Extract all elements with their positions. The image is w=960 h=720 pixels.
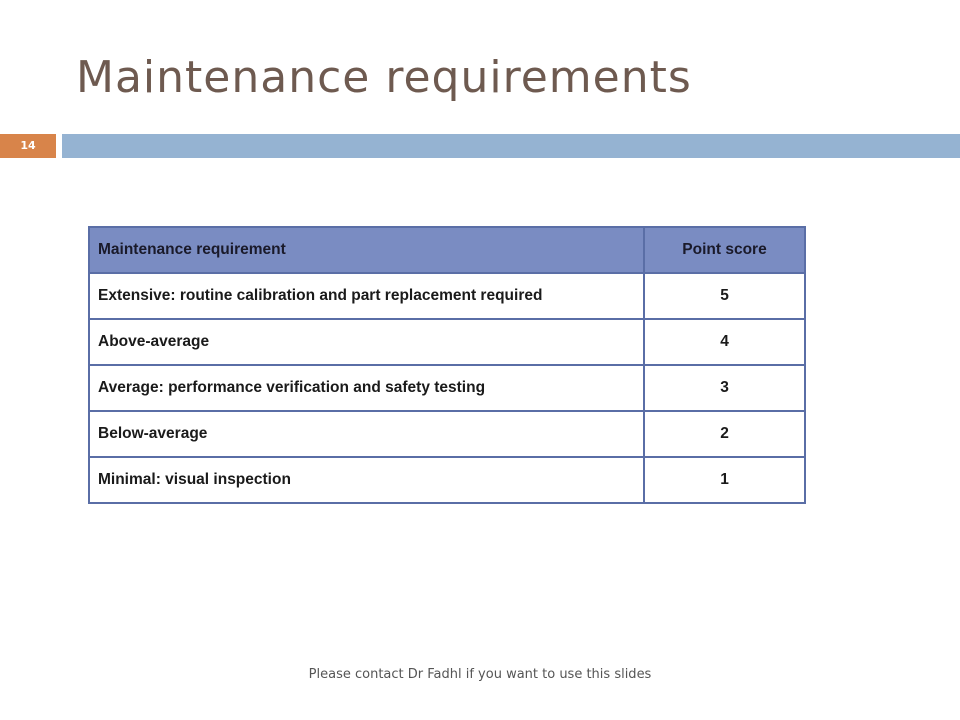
score-cell: 4: [644, 319, 805, 365]
column-header-point-score: Point score: [644, 227, 805, 273]
slide-number-badge: 14: [0, 134, 56, 158]
header-accent-bar: [62, 134, 960, 158]
score-cell: 5: [644, 273, 805, 319]
table-row: [89, 457, 805, 503]
score-cell: 1: [644, 457, 805, 503]
requirement-cell: Below-average: [89, 411, 644, 457]
requirement-cell: Extensive: routine calibration and part replacement required: [89, 273, 644, 319]
table-row: [89, 411, 805, 457]
maintenance-table: [88, 226, 806, 504]
score-cell: 3: [644, 365, 805, 411]
column-header-requirement: Maintenance requirement: [89, 227, 644, 273]
footer-note: Please contact Dr Fadhl if you want to use this slides: [308, 667, 652, 682]
requirement-cell: Average: performance verification and safety testing: [89, 365, 644, 411]
score-cell: 2: [644, 411, 805, 457]
requirement-cell: Above-average: [89, 319, 644, 365]
requirement-cell: Minimal: visual inspection: [89, 457, 644, 503]
table-row: [89, 365, 805, 411]
table-row: [89, 319, 805, 365]
slide-title: Maintenance requirements: [76, 52, 692, 103]
table-header-row: [89, 227, 805, 273]
table-row: [89, 273, 805, 319]
